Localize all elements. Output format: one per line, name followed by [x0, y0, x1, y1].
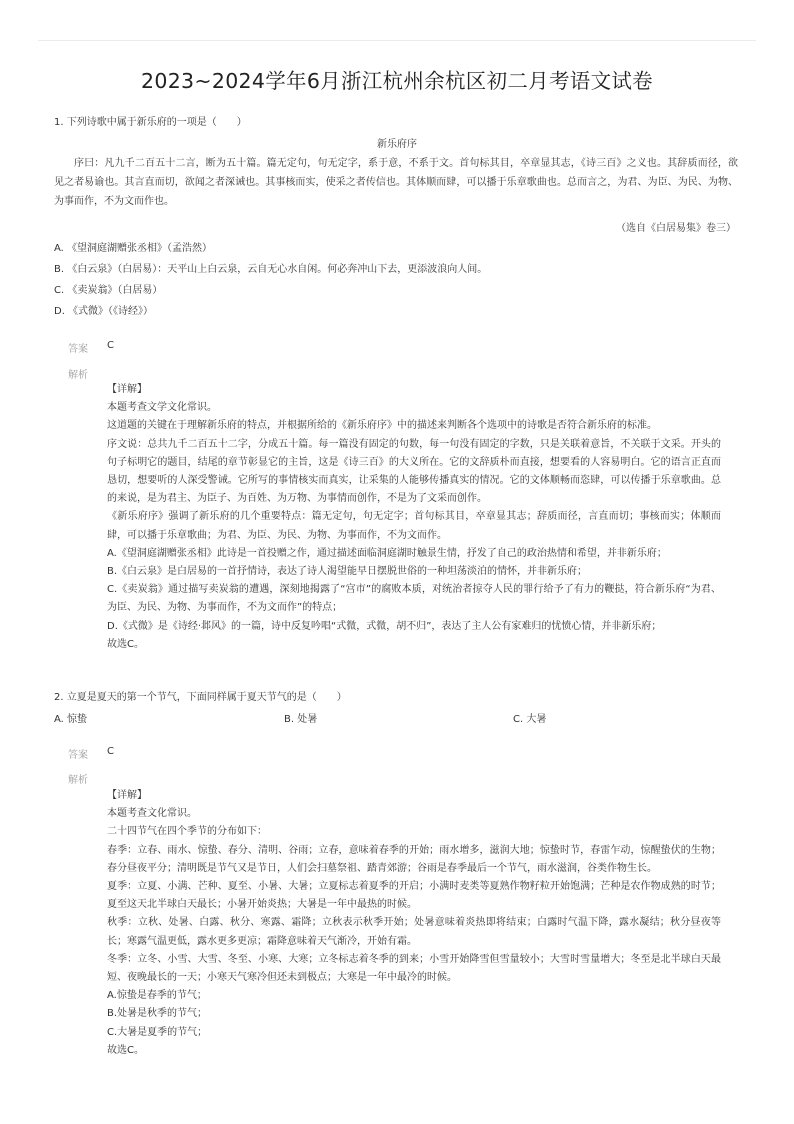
question-2-stem: 2. 立夏是夏天的第一个节气，下面同样属于夏天节气的是（ ）	[54, 692, 347, 703]
passage-text: 序曰：凡九千二百五十二言，断为五十篇。篇无定句，句无定字，系于意，不系于文。首句标其目，卒章显其志，《诗三百》之义也。其辞质而径，欲见之者易谕也。其言直而切，欲闻之者深诫也。其事核而实，使采之者传信也。其体顺而肆，可以播于乐章歌曲也。总而言之，为君、为臣、为民、为物、为事而作，不为文而作也。	[54, 158, 738, 207]
q1-option-c: C. 《卖炭翁》（白居易）	[54, 285, 163, 296]
analysis-conclusion: 故选C。	[107, 1044, 144, 1056]
q2-answer-value: C	[107, 746, 114, 757]
header-divider	[38, 40, 756, 41]
passage-title: 新乐府序	[377, 139, 417, 150]
analysis-paragraph: B.处暑是秋季的节气；	[107, 1008, 208, 1020]
analysis-paragraph: D.《式微》是《诗经·邶风》的一篇，诗中反复吟唱“式微，式微，胡不归”，表达了主人公有家难归的忧愤心情，并非新乐府；	[107, 620, 662, 632]
q1-answer-label: 答案	[68, 344, 88, 355]
question-1-stem: 1. 下列诗歌中属于新乐府的一项是（ ）	[54, 117, 247, 128]
q1-analysis-body	[107, 381, 721, 654]
page-title: 2023~2024学年6月浙江杭州余杭区初二月考语文试卷	[141, 69, 653, 93]
analysis-paragraph: 夏季：立夏、小满、芒种、夏至、小暑、大暑；立夏标志着夏季的开启；小满时麦类等夏熟作物籽粒开始饱满；芒种是农作物成熟的时节；夏至这天北半球白天最长；小暑开始炎热；大暑是一年中最热的时候。	[107, 881, 721, 911]
analysis-paragraph: 冬季：立冬、小雪、大雪、冬至、小寒、大寒；立冬标志着冬季的到来；小雪开始降雪但雪量较小；大雪时雪量增大；冬至是北半球白天最短、夜晚最长的一天；小寒天气寒冷但还未到极点；大寒是一年中最冷的时候。	[107, 953, 721, 984]
analysis-paragraph: 春季：立春、雨水、惊蛰、春分、清明、谷雨；立春，意味着春季的开始；雨水增多，滋润大地；惊蛰时节，春雷乍动，惊醒蛰伏的生物；春分昼夜平分；清明既是节气又是节日，人们会扫墓祭祖、踏青郊游；谷雨是春季最后一个节气，雨水滋润，谷类作物生长。	[107, 844, 721, 874]
analysis-conclusion: 故选C。	[107, 638, 144, 650]
analysis-paragraph: 这道题的关键在于理解新乐府的特点，并根据所给的《新乐府序》中的描述来判断各个选项中的诗歌是否符合新乐府的标准。	[107, 420, 657, 432]
q2-analysis-body	[107, 787, 721, 1060]
analysis-paragraph: B.《白云泉》是白居易的一首抒情诗，表达了诗人渴望能早日摆脱世俗的一种坦荡淡泊的情怀，并非新乐府；	[107, 566, 588, 578]
q1-analysis-label: 解析	[68, 370, 88, 381]
q1-option-d: D. 《式微》（《诗经》）	[54, 306, 154, 317]
passage-source: （选自《白居易集》卷三）	[616, 223, 736, 234]
analysis-paragraph: 二十四节气在四个季节的分布如下：	[107, 826, 267, 838]
q2-option-c: C. 大暑	[513, 714, 547, 725]
analysis-paragraph: C.大暑是夏季的节气；	[107, 1026, 208, 1038]
analysis-paragraph: A.《望洞庭湖赠张丞相》此诗是一首投赠之作，通过描述面临洞庭湖时触景生情，抒发了自己的政治热情和希望，并非新乐府；	[107, 547, 667, 559]
analysis-paragraph: A.惊蛰是春季的节气；	[107, 990, 207, 1002]
q2-option-b: B. 处暑	[284, 714, 318, 725]
analysis-paragraph: 《新乐府序》强调了新乐府的几个重要特点：篇无定句，句无定字；首句标其目，卒章显其志；辞质而径，言直而切；事核而实；体顺而肆，可以播于乐章歌曲；为君、为臣、为民、为物、为事而作，不为文而作。	[107, 511, 721, 541]
analysis-paragraph: 序文说：总共九千二百五十二字，分成五十篇。每一篇没有固定的句数，每一句没有固定的字数，只是关联着意旨，不关联于文采。开头的句子标明它的题目，结尾的章节彰显它的主旨，这是《诗三百》的大义所在。它的文辞质朴而直接，想要看的人容易明白。它的语言正直而恳切，想要听的人深受警诫。它所写的事情核实而真实，让采集的人能够传播真实的情况。它的文体顺畅而恣肆，可以传播于乐章歌曲。总的来说，是为君主、为臣子、为百姓、为万物、为事情而创作，不是为了文采而创作。	[107, 438, 721, 505]
analysis-heading: 【详解】	[107, 790, 147, 801]
analysis-paragraph: C.《卖炭翁》通过描写卖炭翁的遭遇，深刻地揭露了“宫市”的腐败本质，对统治者掠夺人民的罪行给予了有力的鞭挞，符合新乐府“为君、为臣、为民、为物、为事而作，不为文而作”的特点；	[107, 584, 721, 614]
analysis-paragraph: 本题考查文化常识。	[107, 808, 197, 820]
q2-answer-label: 答案	[68, 750, 88, 761]
analysis-paragraph: 本题考查文学文化常识。	[107, 402, 217, 414]
analysis-heading: 【详解】	[107, 384, 147, 395]
q2-analysis-label: 解析	[68, 775, 88, 786]
q1-option-b: B. 《白云泉》（白居易）：天平山上白云泉，云自无心水自闲。何必奔冲山下去，更添波浪向人间。	[54, 264, 488, 275]
q1-option-a: A. 《望洞庭湖赠张丞相》（孟浩然）	[54, 243, 213, 254]
q1-answer-value: C	[107, 340, 114, 351]
analysis-paragraph: 秋季：立秋、处暑、白露、秋分、寒露、霜降；立秋表示秋季开始；处暑意味着炎热即将结束；白露时气温下降，露水凝结；秋分昼夜等长；寒露气温更低，露水更多更凉；霜降意味着天气渐冷，开始有霜。	[107, 917, 721, 947]
q2-option-a: A. 惊蛰	[54, 714, 88, 725]
